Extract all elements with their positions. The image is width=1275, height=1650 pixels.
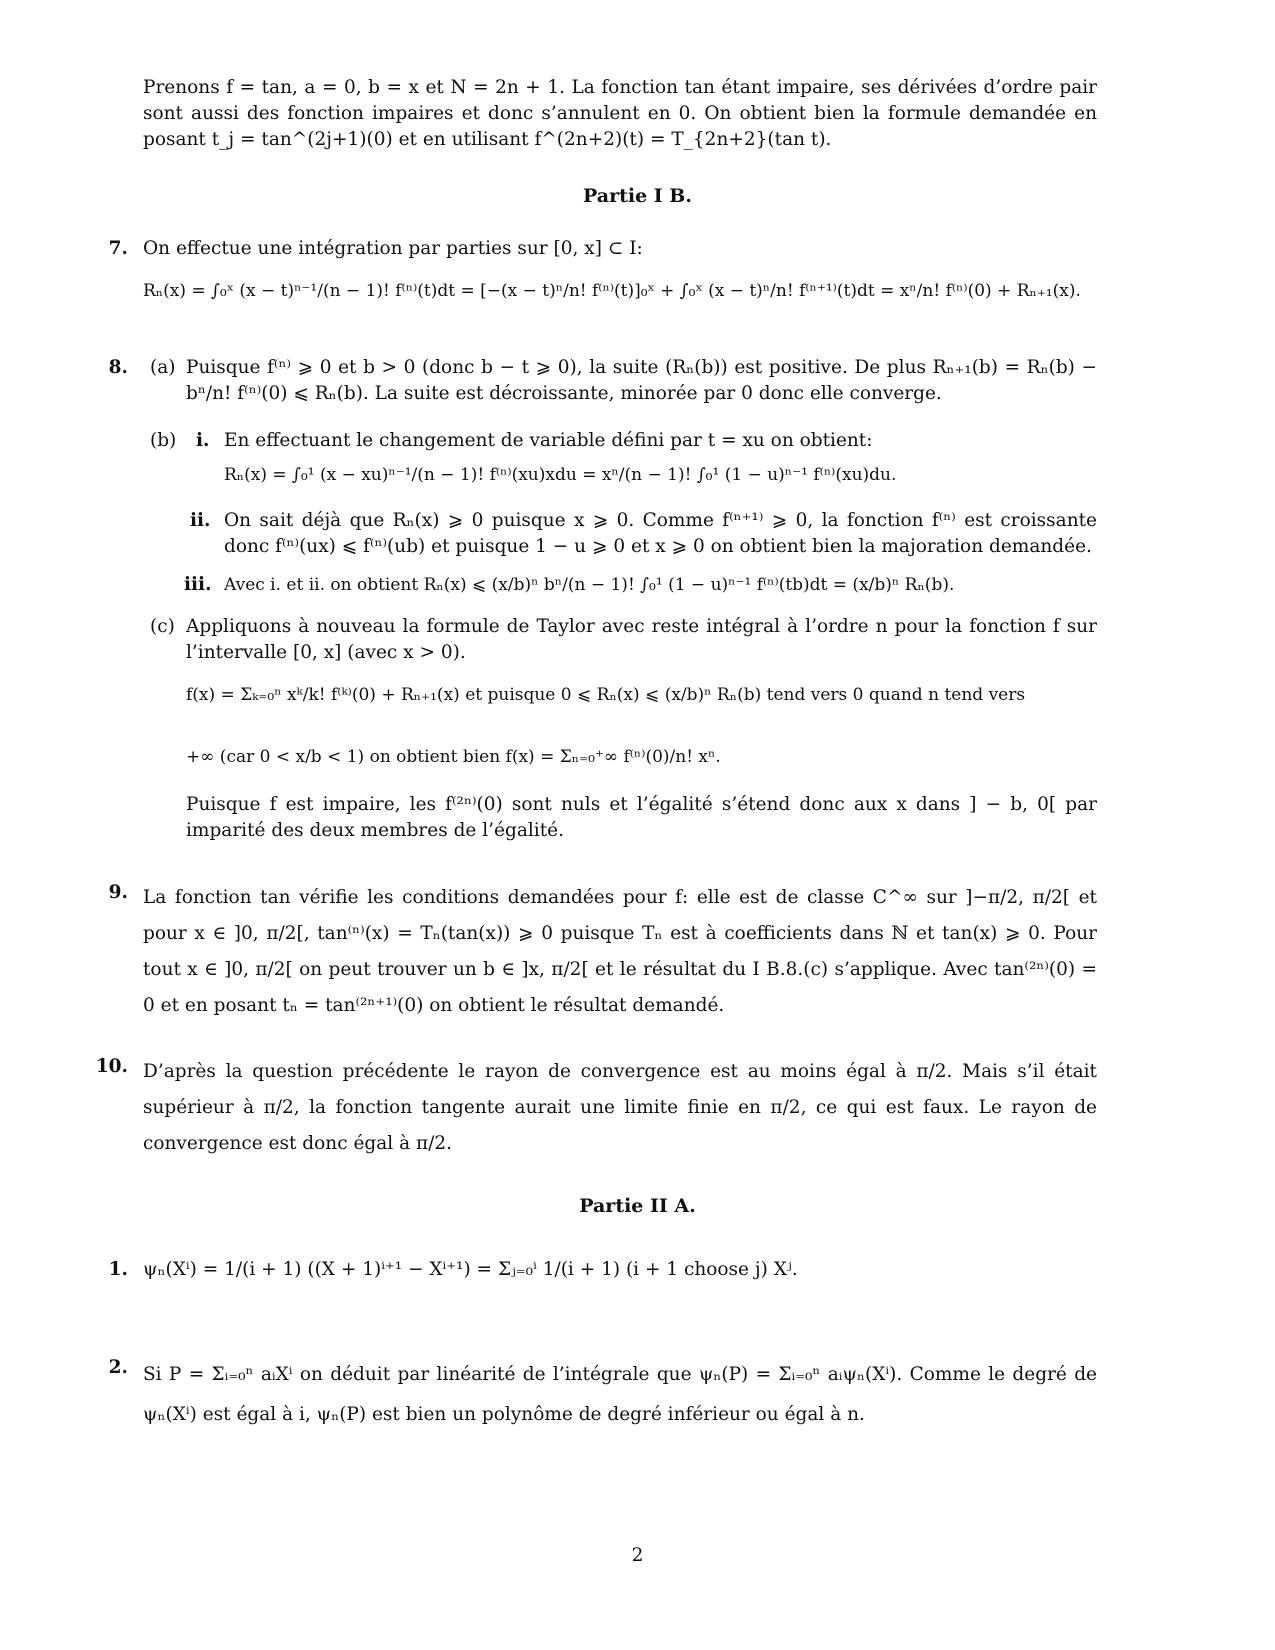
question-number-iia-2: 2. <box>108 1357 128 1378</box>
question-iia-1-formula: ψₙ(Xⁱ) = 1/(i + 1) ((X + 1)ⁱ⁺¹ − Xⁱ⁺¹) = Σⱼ₌₀ⁱ 1/(i + 1) (i + 1 choose j) Xʲ. <box>143 1259 798 1280</box>
question-number-10: 10. <box>95 1056 128 1077</box>
question-7-formula: Rₙ(x) = ∫₀ˣ (x − t)ⁿ⁻¹/(n − 1)! f⁽ⁿ⁾(t)dt = [−(x − t)ⁿ/n! f⁽ⁿ⁾(t)]₀ˣ + ∫₀ˣ (x − t)ⁿ/n! f⁽ⁿ⁺¹⁾(t)dt = xⁿ/n! f⁽ⁿ⁾(0) + Rₙ₊₁(x). <box>143 281 1081 301</box>
question-8b-i-label: i. <box>196 430 210 451</box>
question-8b-iii-label: iii. <box>184 574 212 595</box>
question-number-8: 8. <box>108 357 128 378</box>
question-7-text: On effectue une intégration par parties sur [0, x] ⊂ I: <box>143 238 643 259</box>
question-number-9: 9. <box>108 882 128 903</box>
question-number-7: 7. <box>108 238 128 259</box>
question-8c-text-2: Puisque f est impaire, les f⁽²ⁿ⁾(0) sont nuls et l’égalité s’étend donc aux x dans ] − b, 0[ par imparité des deux membres de l’égalité. <box>186 794 1097 841</box>
section-heading-partie-iia: Partie II A. <box>579 1195 696 1217</box>
intro-paragraph: Prenons f = tan, a = 0, b = x et N = 2n + 1. La fonction tan étant impaire, ses dérivées d’ordre pair sont aussi des fonction impaires et donc s’annulent en 0. On obtient bien la formule demandée en posant t_j = tan^(2j+1)(0) et en utilisant f^(2n+2)(t) = T_{2n+2}(tan t). <box>143 77 1097 150</box>
question-iia-2-text: Si P = Σᵢ₌₀ⁿ aᵢXⁱ on déduit par linéarité de l’intégrale que ψₙ(P) = Σᵢ₌₀ⁿ aᵢψₙ(Xⁱ). Comme le degré de ψₙ(Xⁱ) est égal à i, ψₙ(P) est bien un polynôme de degré inférieur ou égal à n. <box>143 1364 1097 1425</box>
question-10-text: D’après la question précédente le rayon de convergence est au moins égal à π/2. Mais s’il était supérieur à π/2, la fonction tangente aurait une limite finie en π/2, ce qui est faux. Le rayon de convergence est donc égal à π/2. <box>143 1061 1097 1154</box>
question-number-iia-1: 1. <box>108 1259 128 1280</box>
question-8a-text: Puisque f⁽ⁿ⁾ ⩾ 0 et b > 0 (donc b − t ⩾ 0), la suite (Rₙ(b)) est positive. De plus Rₙ₊₁(b) = Rₙ(b) − bⁿ/n! f⁽ⁿ⁾(0) ⩽ Rₙ(b). La suite est décroissante, minorée par 0 donc elle converge. <box>186 357 1097 404</box>
question-9-text: La fonction tan vérifie les conditions demandées pour f: elle est de classe C^∞ sur ]−π/2, π/2[ et pour x ∈ ]0, π/2[, tan⁽ⁿ⁾(x) = Tₙ(tan(x)) ⩾ 0 puisque Tₙ est à coefficients dans ℕ et tan(x) ⩾ 0. Pour tout x ∈ ]0, π/2[ on peut trouver un b ∈ ]x, π/2[ et le résultat du I B.8.(c) s’applique. Avec tan⁽²ⁿ⁾(0) = 0 et en posant tₙ = tan⁽²ⁿ⁺¹⁾(0) on obtient le résultat demandé. <box>143 887 1097 1016</box>
question-8b-i-formula: Rₙ(x) = ∫₀¹ (x − xu)ⁿ⁻¹/(n − 1)! f⁽ⁿ⁾(xu)xdu = xⁿ/(n − 1)! ∫₀¹ (1 − u)ⁿ⁻¹ f⁽ⁿ⁾(xu)du. <box>224 465 897 485</box>
page-number: 2 <box>631 1545 644 1566</box>
question-8b-i-text: En effectuant le changement de variable défini par t = xu on obtient: <box>224 430 873 451</box>
question-8b-iii-text: Avec i. et ii. on obtient Rₙ(x) ⩽ (x/b)ⁿ bⁿ/(n − 1)! ∫₀¹ (1 − u)ⁿ⁻¹ f⁽ⁿ⁾(tb)dt = (x/b)ⁿ Rₙ(b). <box>224 575 955 595</box>
question-8c-text: Appliquons à nouveau la formule de Taylor avec reste intégral à l’ordre n pour la fonction f sur l’intervalle [0, x] (avec x > 0). <box>186 616 1097 663</box>
question-8c-formula-1: f(x) = Σₖ₌₀ⁿ xᵏ/k! f⁽ᵏ⁾(0) + Rₙ₊₁(x) et puisque 0 ⩽ Rₙ(x) ⩽ (x/b)ⁿ Rₙ(b) tend vers 0 quand n tend vers <box>186 685 1026 705</box>
question-8a-label: (a) <box>150 357 176 378</box>
question-8b-label: (b) <box>150 430 177 451</box>
question-8b-ii-text: On sait déjà que Rₙ(x) ⩾ 0 puisque x ⩾ 0. Comme f⁽ⁿ⁺¹⁾ ⩾ 0, la fonction f⁽ⁿ⁾ est croissante donc f⁽ⁿ⁾(ux) ⩽ f⁽ⁿ⁾(ub) et puisque 1 − u ⩾ 0 et x ⩾ 0 on obtient bien la majoration demandée. <box>224 510 1097 557</box>
section-heading-partie-ib: Partie I B. <box>583 185 692 207</box>
question-8c-formula-2: +∞ (car 0 < x/b < 1) on obtient bien f(x) = Σₙ₌₀⁺∞ f⁽ⁿ⁾(0)/n! xⁿ. <box>186 747 721 767</box>
question-8b-ii-label: ii. <box>190 510 211 531</box>
question-8c-label: (c) <box>150 616 175 637</box>
